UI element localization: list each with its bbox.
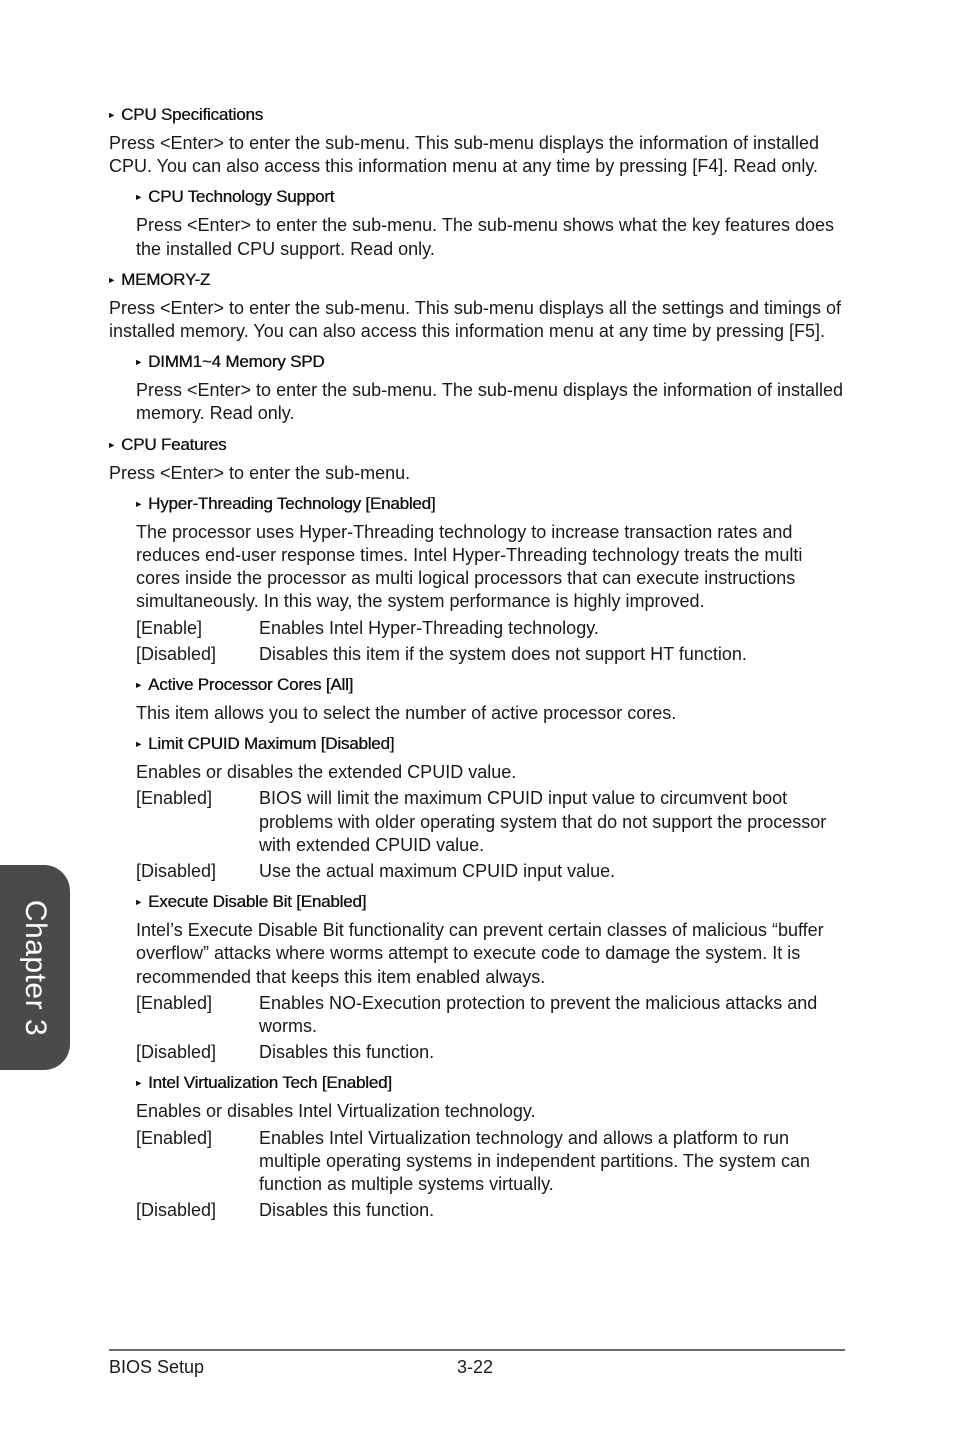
section-memory-z <box>109 269 849 343</box>
option-key: [Disabled] <box>136 643 217 664</box>
section-description: Press <Enter> to enter the sub-menu. This sub-menu displays all the settings and timings of installed memory. You can also access this information menu at any time by pressing [F5]. <box>109 297 842 342</box>
option-row <box>136 860 849 883</box>
section-description: Press <Enter> to enter the sub-menu. The sub-menu displays the information of installed memory. Read only. <box>136 380 844 424</box>
section-description: This item allows you to select the number of active processor cores. <box>136 703 677 724</box>
section-description: Enables or disables Intel Virtualization technology. <box>136 1101 536 1122</box>
option-value: Enables NO-Execution protection to prevent the malicious attacks and worms. <box>259 992 818 1037</box>
option-key: [Enable] <box>136 617 203 638</box>
section-description: Press <Enter> to enter the sub-menu. The sub-menu shows what the key features does the installed CPU support. Read only. <box>136 215 835 259</box>
option-row <box>136 787 849 857</box>
section-heading <box>136 733 849 756</box>
heading-text: Intel Virtualization Tech [Enabled] <box>148 1073 392 1093</box>
option-key: [Disabled] <box>136 861 217 882</box>
option-row <box>136 1041 849 1064</box>
section-heading <box>136 186 849 209</box>
triangle-bullet-icon: ▸ <box>136 739 141 751</box>
heading-text: Execute Disable Bit [Enabled] <box>148 892 367 912</box>
option-list <box>136 992 849 1065</box>
section-heading <box>136 493 849 516</box>
option-value: Enables Intel Hyper-Threading technology. <box>259 617 599 638</box>
heading-text: MEMORY-Z <box>121 269 211 289</box>
section-dimm-memory-spd <box>136 351 849 425</box>
heading-text: CPU Specifications <box>121 105 263 124</box>
page-number: 3-22 <box>457 1357 494 1377</box>
section-heading <box>109 434 849 457</box>
option-row <box>136 643 849 666</box>
option-value: Disables this item if the system does not support HT function. <box>259 643 747 664</box>
option-value: Use the actual maximum CPUID input value. <box>259 861 616 882</box>
section-cpu-technology-support <box>136 186 849 260</box>
heading-text: DIMM1~4 Memory SPD <box>148 352 325 372</box>
section-description: Intel’s Execute Disable Bit functionality can prevent certain classes of malicious “buffer overflow” attacks where worms attempt to execute code to damage the system. It is recommended that keeps this item enabled always. <box>136 920 824 987</box>
section-heading <box>136 1072 849 1095</box>
section-heading <box>136 351 849 374</box>
section-heading <box>109 104 849 127</box>
option-value: Disables this function. <box>259 1200 435 1221</box>
triangle-bullet-icon: ▸ <box>136 1078 141 1090</box>
option-row <box>136 1199 849 1222</box>
option-key: [Enabled] <box>136 992 213 1013</box>
option-key: [Disabled] <box>136 1200 217 1221</box>
triangle-bullet-icon: ▸ <box>136 897 141 909</box>
section-description: Press <Enter> to enter the sub-menu. This sub-menu displays the information of installed CPU. You can also access this information menu at any time by pressing [F4]. Read only. <box>109 133 820 177</box>
triangle-bullet-icon: ▸ <box>136 192 141 204</box>
triangle-bullet-icon: ▸ <box>136 498 141 510</box>
section-intel-virtualization <box>136 1072 849 1222</box>
page-content <box>109 104 849 1231</box>
section-heading <box>136 674 849 697</box>
option-value: Enables Intel Virtualization technology and allows a platform to run multiple operating systems in independent partitions. The system can function as multiple systems virtually. <box>259 1127 810 1195</box>
option-key: [Disabled] <box>136 1042 217 1063</box>
footer-divider <box>109 1349 845 1351</box>
option-key: [Enabled] <box>136 1127 213 1148</box>
option-value: BIOS will limit the maximum CPUID input value to circumvent boot problems with older operating system that do not support the processor with extended CPUID value. <box>259 788 827 855</box>
section-active-processor-cores <box>136 674 849 725</box>
heading-text: Hyper-Threading Technology [Enabled] <box>148 493 436 513</box>
section-heading <box>109 269 849 292</box>
option-row <box>136 1127 849 1197</box>
triangle-bullet-icon: ▸ <box>136 680 141 692</box>
triangle-bullet-icon: ▸ <box>109 439 114 451</box>
option-list <box>136 1127 849 1223</box>
heading-text: Limit CPUID Maximum [Disabled] <box>148 734 395 754</box>
option-row <box>136 992 849 1038</box>
option-value: Disables this function. <box>259 1042 435 1063</box>
triangle-bullet-icon: ▸ <box>136 357 141 369</box>
section-cpu-features <box>109 434 849 485</box>
triangle-bullet-icon: ▸ <box>109 274 114 286</box>
chapter-tab <box>0 865 70 1070</box>
section-execute-disable-bit <box>136 891 849 1064</box>
section-limit-cpuid <box>136 733 849 883</box>
section-description: Press <Enter> to enter the sub-menu. <box>109 462 411 483</box>
heading-text: Active Processor Cores [All] <box>148 675 354 695</box>
option-key: [Enabled] <box>136 788 213 809</box>
chapter-tab-label: Chapter 3 <box>19 899 52 1036</box>
section-description: Enables or disables the extended CPUID value. <box>136 762 517 783</box>
section-heading <box>136 891 849 914</box>
section-hyper-threading <box>136 493 849 666</box>
option-list <box>136 787 849 883</box>
section-cpu-specifications <box>109 104 849 178</box>
footer-section-title: BIOS Setup <box>109 1357 205 1377</box>
section-description: The processor uses Hyper-Threading technology to increase transaction rates and reduces end-user response times. Intel Hyper-Threading technology treats the multi cores inside the processor as multi logical processors that can execute instructions simultaneously. In this way, the system performance is highly improved. <box>136 521 803 612</box>
option-row <box>136 617 849 640</box>
heading-text: CPU Technology Support <box>148 187 335 207</box>
heading-text: CPU Features <box>121 434 227 454</box>
option-list <box>136 617 849 666</box>
triangle-bullet-icon: ▸ <box>109 110 114 121</box>
